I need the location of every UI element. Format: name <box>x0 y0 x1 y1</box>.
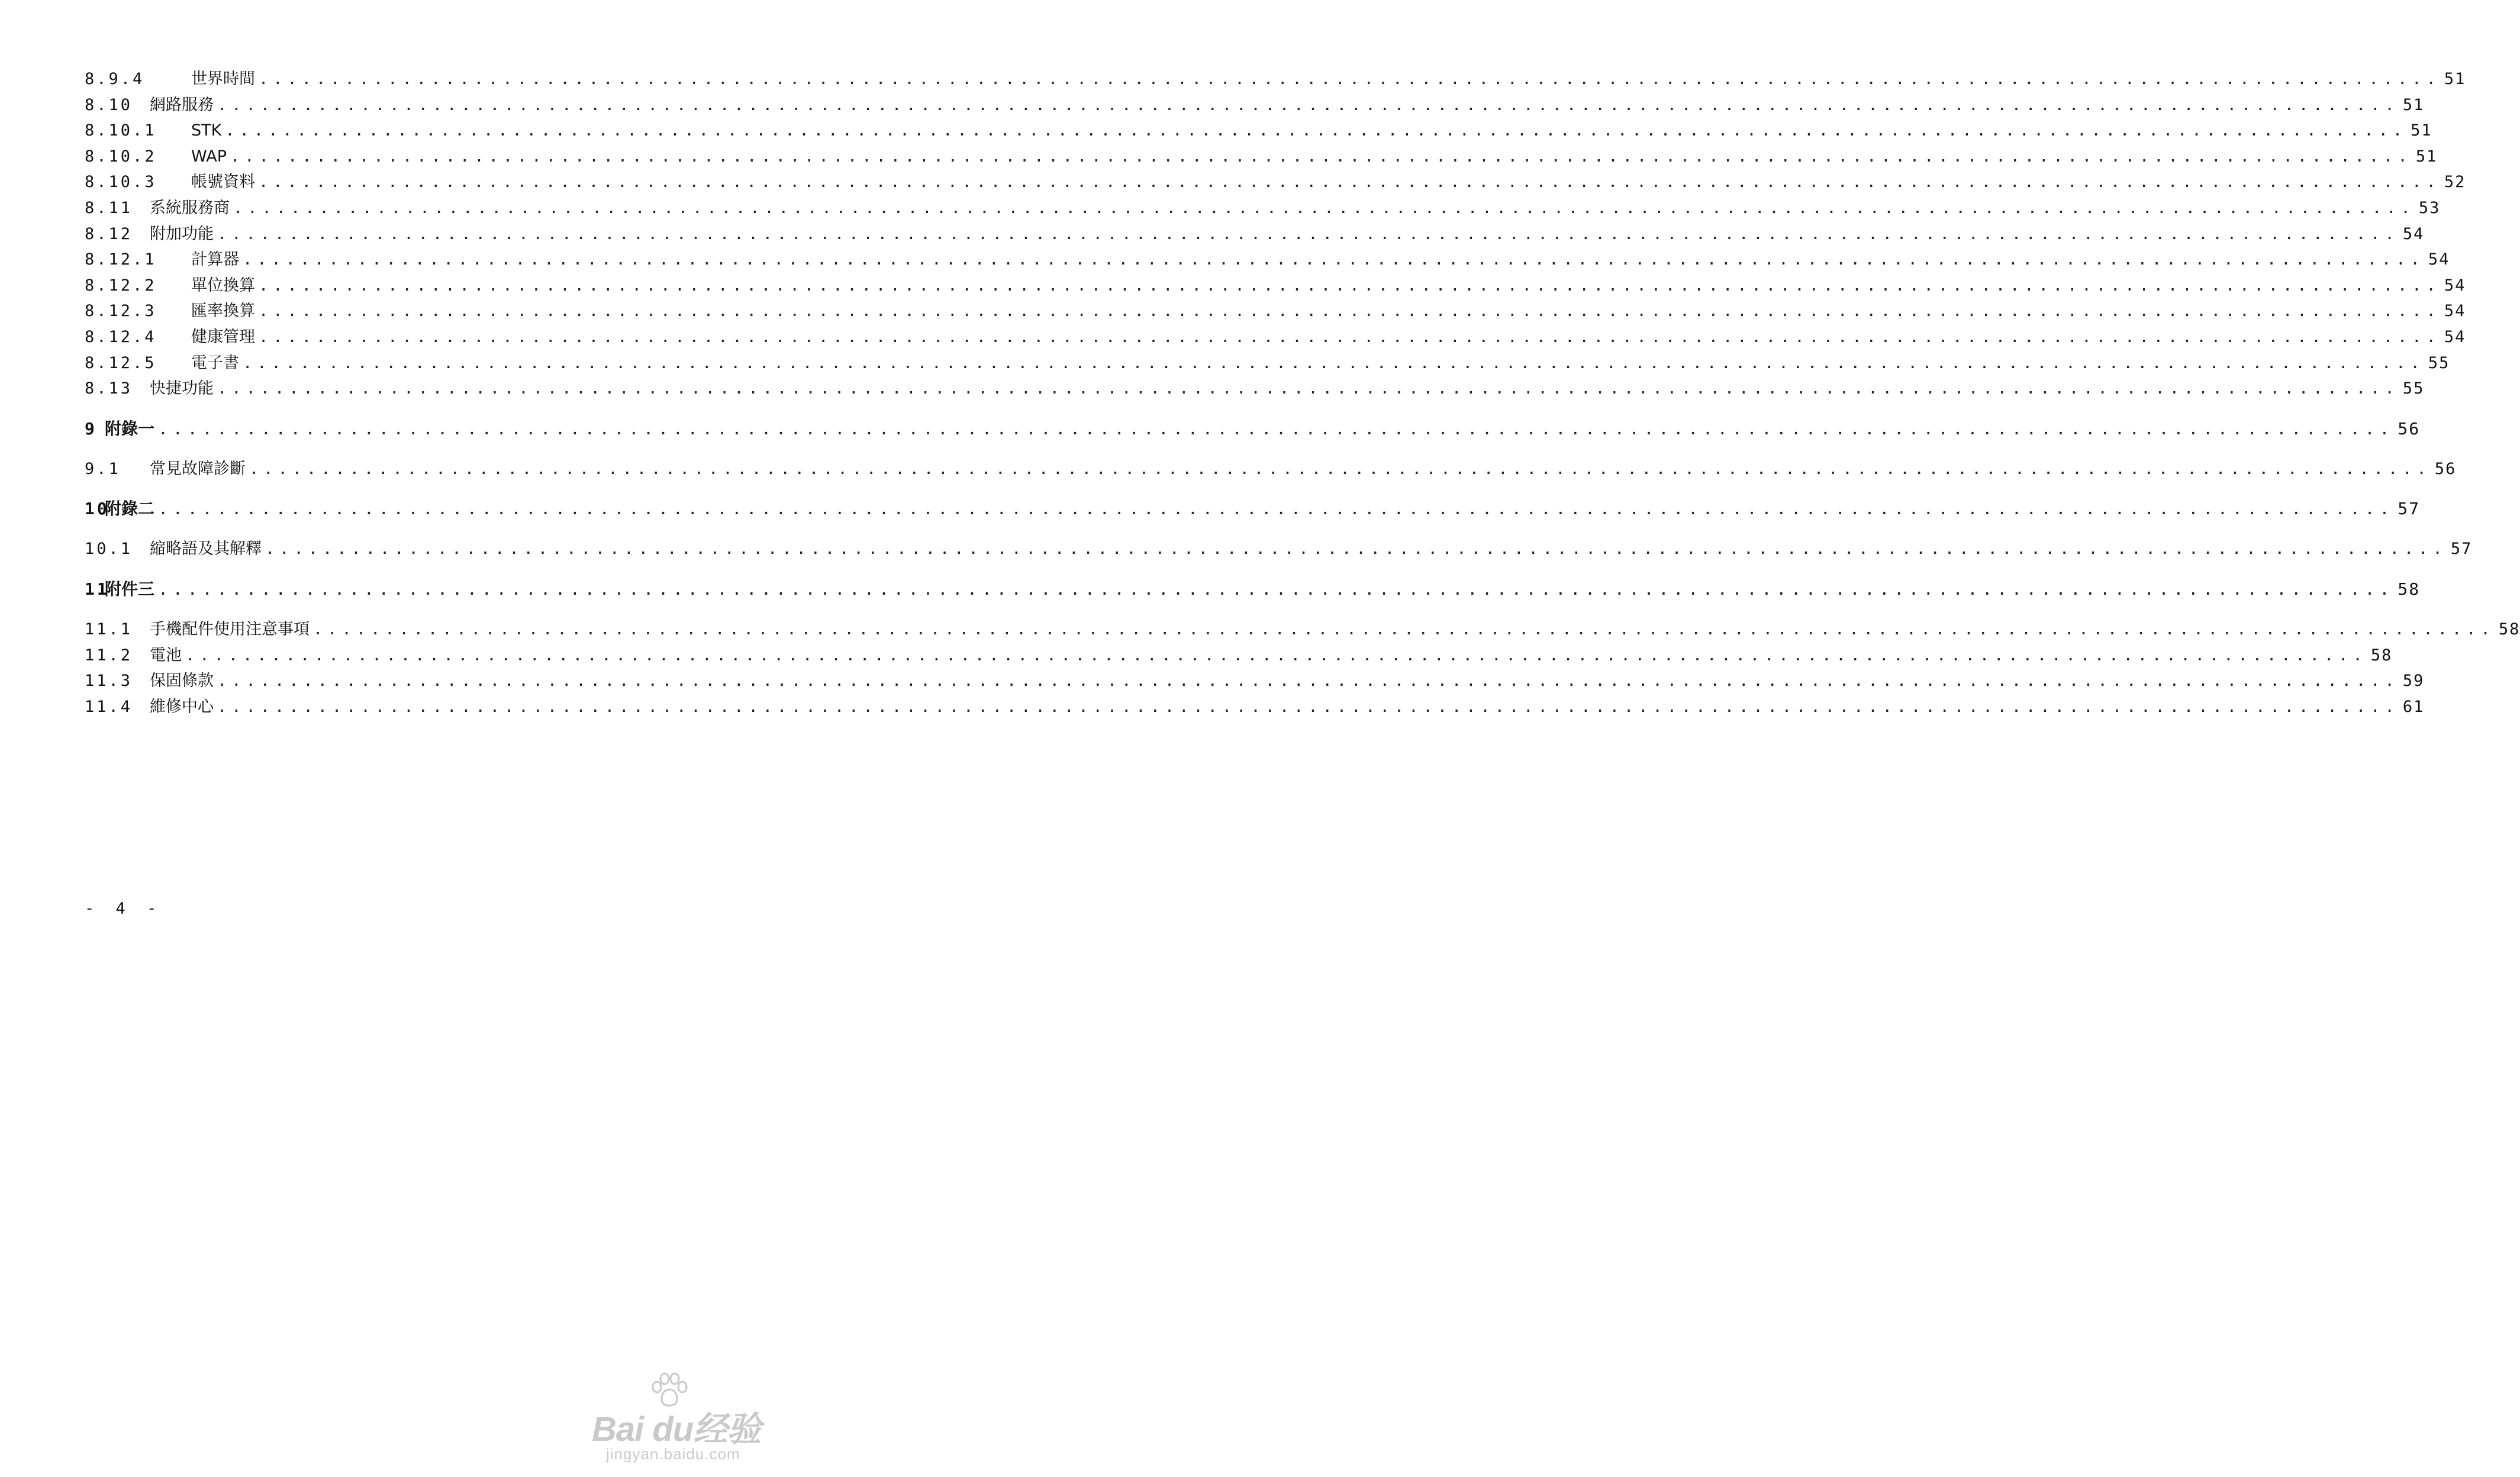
toc-dot-leader <box>217 221 2399 247</box>
page-number: - 4 - <box>85 899 163 918</box>
toc-entry-number: 9 <box>85 418 97 438</box>
toc-entry-title: 計算器 <box>191 250 239 269</box>
toc-entry-number: 8.11 <box>85 198 133 217</box>
toc-entry <box>85 668 2425 694</box>
toc-entry-title: 縮略語及其解釋 <box>150 540 262 559</box>
toc-entry-number: 8.12.1 <box>85 250 157 269</box>
toc-entry <box>85 350 2450 376</box>
toc-entry <box>85 169 2466 195</box>
toc-entry-page: 57 <box>2397 499 2421 519</box>
toc-dot-leader <box>259 66 2441 92</box>
toc-entry-page: 54 <box>2444 327 2466 346</box>
toc-dot-leader <box>217 92 2399 118</box>
toc-dot-leader <box>259 298 2441 324</box>
toc-entry-page: 58 <box>2370 646 2393 665</box>
toc-entry-title: 維修中心 <box>150 697 214 716</box>
toc-entry-page: 51 <box>2402 95 2425 114</box>
table-of-contents <box>85 66 2520 720</box>
toc-entry-page: 56 <box>2397 418 2421 438</box>
toc-dot-leader <box>185 643 2367 669</box>
toc-entry <box>85 575 2421 604</box>
toc-dot-leader <box>230 144 2412 170</box>
toc-entry-page: 51 <box>2444 70 2466 88</box>
toc-entry-title: 手機配件使用注意事項 <box>150 620 310 638</box>
toc-entry-number: 11.1 <box>85 620 133 638</box>
toc-entry <box>85 273 2466 299</box>
watermark <box>592 1372 761 1466</box>
toc-dot-leader <box>158 495 2394 523</box>
toc-entry-title: 附錄二 <box>105 499 155 519</box>
toc-dot-leader <box>243 350 2425 376</box>
toc-dot-leader <box>313 617 2495 643</box>
toc-entry-title: 世界時間 <box>191 70 255 88</box>
toc-entry-page: 54 <box>2444 276 2466 295</box>
toc-entry <box>85 536 2473 562</box>
toc-entry <box>85 495 2421 523</box>
toc-entry-number: 8.12.3 <box>85 302 157 321</box>
toc-entry-title: 單位換算 <box>191 276 255 295</box>
toc-entry-page: 61 <box>2402 697 2425 716</box>
toc-entry-page: 54 <box>2428 250 2450 269</box>
toc-entry-title: 常見故障診斷 <box>150 459 246 478</box>
toc-entry-title: 系統服務商 <box>150 198 230 217</box>
toc-entry-page: 51 <box>2415 147 2438 166</box>
toc-entry-title: 電池 <box>150 646 182 665</box>
toc-entry <box>85 376 2425 402</box>
toc-entry-title: 保固條款 <box>150 672 214 691</box>
toc-dot-leader <box>217 376 2399 402</box>
toc-entry-number: 9.1 <box>85 459 121 478</box>
toc-entry-page: 55 <box>2428 353 2450 372</box>
toc-entry-number: 10 <box>85 499 109 519</box>
toc-entry-page: 58 <box>2397 579 2421 599</box>
toc-entry-page: 53 <box>2418 198 2441 217</box>
toc-dot-leader <box>249 456 2431 482</box>
toc-entry <box>85 247 2450 273</box>
toc-entry-page: 55 <box>2402 379 2425 398</box>
toc-entry <box>85 643 2393 669</box>
toc-dot-leader <box>265 536 2447 562</box>
toc-entry-number: 10.1 <box>85 540 133 559</box>
toc-entry-page: 52 <box>2444 173 2466 192</box>
toc-dot-leader <box>243 247 2425 273</box>
toc-entry-number: 8.13 <box>85 379 133 398</box>
toc-entry <box>85 324 2466 350</box>
toc-entry-number: 8.12.2 <box>85 276 157 295</box>
toc-entry-number: 11.2 <box>85 646 133 665</box>
toc-entry-title: 附加功能 <box>150 224 214 243</box>
toc-entry-title: 網路服務 <box>150 95 214 114</box>
toc-entry-number: 8.12 <box>85 224 133 243</box>
toc-entry <box>85 118 2432 144</box>
toc-entry-number: 8.10.1 <box>85 121 157 140</box>
watermark-url: jingyan.baidu.com <box>606 1445 740 1463</box>
toc-dot-leader <box>158 415 2394 443</box>
toc-entry-title: STK <box>191 121 222 140</box>
toc-entry-page: 54 <box>2402 224 2425 243</box>
toc-dot-leader <box>217 668 2399 694</box>
toc-entry-title: 電子書 <box>191 353 239 372</box>
toc-entry-number: 11 <box>85 579 109 599</box>
toc-entry-number: 8.12.5 <box>85 353 157 372</box>
toc-entry-title: 附錄一 <box>105 418 155 438</box>
toc-entry-number: 11.3 <box>85 672 133 691</box>
toc-entry <box>85 195 2441 221</box>
toc-entry-page: 51 <box>2411 121 2432 140</box>
toc-entry-title: 健康管理 <box>191 327 255 346</box>
watermark-brand: Bai du经验 <box>592 1410 761 1449</box>
toc-entry <box>85 298 2466 324</box>
toc-dot-leader <box>259 324 2441 350</box>
toc-entry-number: 8.10.2 <box>85 147 157 166</box>
toc-entry-page: 57 <box>2450 540 2473 559</box>
toc-entry-title: WAP <box>191 147 227 166</box>
toc-entry <box>85 617 2520 643</box>
toc-entry-title: 匯率換算 <box>191 302 255 321</box>
toc-entry-page: 58 <box>2498 620 2520 638</box>
toc-entry <box>85 694 2425 720</box>
toc-entry-title: 帳號資料 <box>191 173 255 192</box>
toc-dot-leader <box>225 118 2407 144</box>
toc-entry <box>85 415 2421 443</box>
toc-entry <box>85 456 2457 482</box>
toc-entry-title: 快捷功能 <box>150 379 214 398</box>
toc-entry-page: 56 <box>2434 459 2457 478</box>
toc-entry-number: 11.4 <box>85 697 133 716</box>
toc-entry-number: 8.9.4 <box>85 70 145 88</box>
toc-dot-leader <box>217 694 2399 720</box>
toc-entry-page: 54 <box>2444 302 2466 321</box>
toc-dot-leader <box>233 195 2415 221</box>
toc-dot-leader <box>259 273 2441 299</box>
toc-dot-leader <box>259 169 2441 195</box>
toc-dot-leader <box>158 575 2394 604</box>
toc-entry <box>85 66 2466 92</box>
toc-entry <box>85 144 2438 170</box>
toc-entry <box>85 92 2425 118</box>
toc-entry-number: 8.10 <box>85 95 133 114</box>
toc-entry-number: 8.12.4 <box>85 327 157 346</box>
toc-entry-title: 附件三 <box>105 579 155 599</box>
toc-entry <box>85 221 2425 247</box>
toc-entry-page: 59 <box>2402 672 2425 691</box>
toc-entry-number: 8.10.3 <box>85 173 157 192</box>
